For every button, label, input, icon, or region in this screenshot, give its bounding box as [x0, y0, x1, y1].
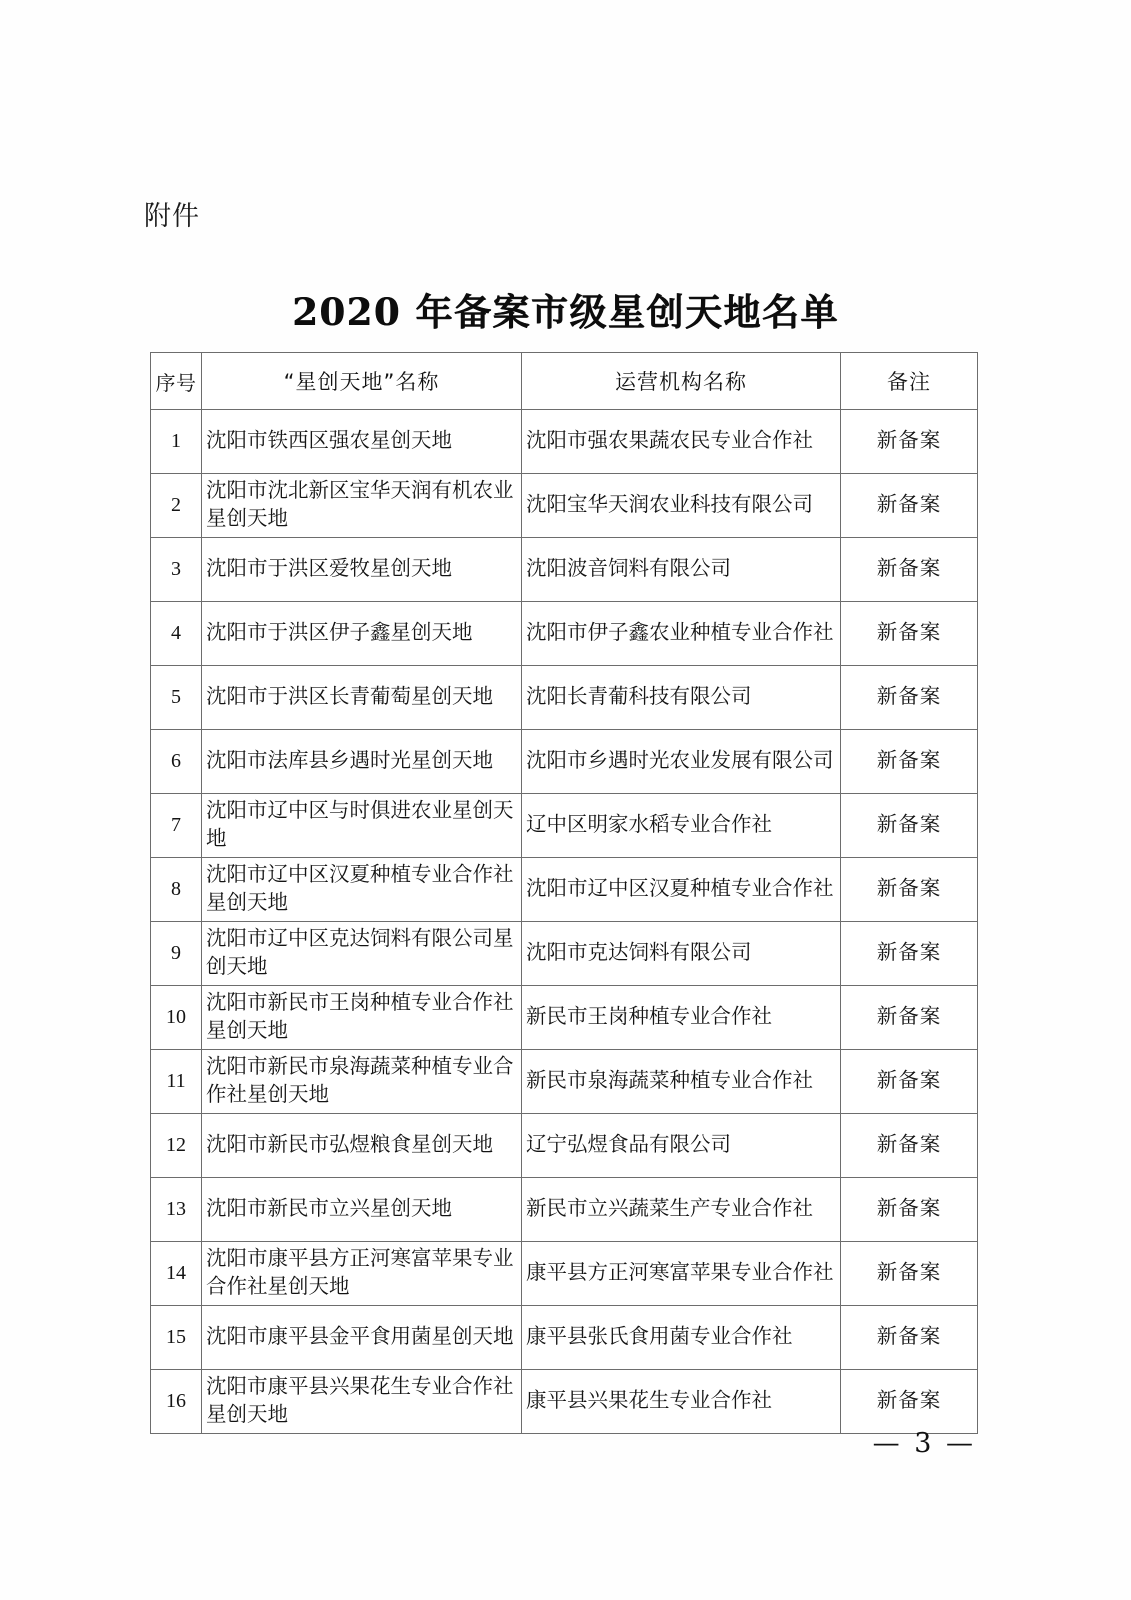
cell-index: 8 — [151, 858, 202, 922]
attachment-label: 附件 — [144, 201, 200, 232]
cell-name: 沈阳市辽中区克达饲料有限公司星创天地 — [202, 922, 522, 986]
cell-index: 16 — [151, 1370, 202, 1434]
cell-org: 沈阳市乡遇时光农业发展有限公司 — [522, 730, 841, 794]
cell-name: 沈阳市铁西区强农星创天地 — [202, 410, 522, 474]
table-row — [151, 858, 978, 922]
cell-name: 沈阳市于洪区爱牧星创天地 — [202, 538, 522, 602]
table-row — [151, 1306, 978, 1370]
cell-index: 14 — [151, 1242, 202, 1306]
cell-index: 13 — [151, 1178, 202, 1242]
cell-index: 11 — [151, 1050, 202, 1114]
cell-org: 辽宁弘煜食品有限公司 — [522, 1114, 841, 1178]
cell-name: 沈阳市辽中区与时俱进农业星创天地 — [202, 794, 522, 858]
cell-index: 5 — [151, 666, 202, 730]
table-header — [151, 353, 978, 410]
page-title: 2020 年备案市级星创天地名单 — [292, 289, 839, 334]
table-header-row — [151, 353, 978, 410]
column-header-remark: 备注 — [841, 353, 978, 410]
cell-org: 沈阳波音饲料有限公司 — [522, 538, 841, 602]
column-header-index: 序号 — [151, 353, 202, 410]
cell-remark: 新备案 — [841, 922, 978, 986]
table-row — [151, 1050, 978, 1114]
cell-remark: 新备案 — [841, 602, 978, 666]
cell-remark: 新备案 — [841, 474, 978, 538]
table-row — [151, 1242, 978, 1306]
cell-remark: 新备案 — [841, 1050, 978, 1114]
cell-index: 12 — [151, 1114, 202, 1178]
cell-name: 沈阳市新民市弘煜粮食星创天地 — [202, 1114, 522, 1178]
table-row — [151, 474, 978, 538]
cell-name: 沈阳市沈北新区宝华天润有机农业星创天地 — [202, 474, 522, 538]
cell-org: 沈阳市辽中区汉夏种植专业合作社 — [522, 858, 841, 922]
cell-name: 沈阳市康平县金平食用菌星创天地 — [202, 1306, 522, 1370]
cell-remark: 新备案 — [841, 858, 978, 922]
cell-index: 10 — [151, 986, 202, 1050]
cell-name: 沈阳市新民市王岗种植专业合作社星创天地 — [202, 986, 522, 1050]
table-row — [151, 410, 978, 474]
cell-name: 沈阳市康平县兴果花生专业合作社星创天地 — [202, 1370, 522, 1434]
cell-remark: 新备案 — [841, 1178, 978, 1242]
listing-table-container — [150, 352, 977, 1434]
xingchuang-tiandi-table — [150, 352, 978, 1434]
cell-index: 6 — [151, 730, 202, 794]
cell-org: 康平县张氏食用菌专业合作社 — [522, 1306, 841, 1370]
cell-remark: 新备案 — [841, 1306, 978, 1370]
table-row — [151, 922, 978, 986]
table-row — [151, 666, 978, 730]
column-header-name: “星创天地”名称 — [202, 353, 522, 410]
cell-index: 9 — [151, 922, 202, 986]
cell-index: 3 — [151, 538, 202, 602]
table-row — [151, 602, 978, 666]
cell-name: 沈阳市于洪区伊子鑫星创天地 — [202, 602, 522, 666]
cell-remark: 新备案 — [841, 666, 978, 730]
table-row — [151, 986, 978, 1050]
cell-remark: 新备案 — [841, 538, 978, 602]
table-row — [151, 1114, 978, 1178]
cell-remark: 新备案 — [841, 1370, 978, 1434]
cell-remark: 新备案 — [841, 1242, 978, 1306]
table-row — [151, 730, 978, 794]
cell-org: 康平县方正河寒富苹果专业合作社 — [522, 1242, 841, 1306]
column-header-org: 运营机构名称 — [522, 353, 841, 410]
cell-name: 沈阳市新民市立兴星创天地 — [202, 1178, 522, 1242]
cell-org: 沈阳市强农果蔬农民专业合作社 — [522, 410, 841, 474]
cell-org: 沈阳市克达饲料有限公司 — [522, 922, 841, 986]
cell-org: 新民市泉海蔬菜种植专业合作社 — [522, 1050, 841, 1114]
cell-remark: 新备案 — [841, 410, 978, 474]
cell-org: 新民市王岗种植专业合作社 — [522, 986, 841, 1050]
cell-remark: 新备案 — [841, 1114, 978, 1178]
cell-name: 沈阳市康平县方正河寒富苹果专业合作社星创天地 — [202, 1242, 522, 1306]
cell-name: 沈阳市新民市泉海蔬菜种植专业合作社星创天地 — [202, 1050, 522, 1114]
cell-org: 沈阳长青葡科技有限公司 — [522, 666, 841, 730]
table-body — [151, 410, 978, 1434]
cell-remark: 新备案 — [841, 986, 978, 1050]
table-row — [151, 794, 978, 858]
cell-name: 沈阳市法库县乡遇时光星创天地 — [202, 730, 522, 794]
cell-index: 4 — [151, 602, 202, 666]
cell-remark: 新备案 — [841, 730, 978, 794]
cell-org: 新民市立兴蔬菜生产专业合作社 — [522, 1178, 841, 1242]
cell-index: 15 — [151, 1306, 202, 1370]
cell-name: 沈阳市辽中区汉夏种植专业合作社星创天地 — [202, 858, 522, 922]
page-number-footer: — 3 — — [872, 1428, 976, 1459]
cell-name: 沈阳市于洪区长青葡萄星创天地 — [202, 666, 522, 730]
cell-index: 7 — [151, 794, 202, 858]
cell-index: 1 — [151, 410, 202, 474]
cell-index: 2 — [151, 474, 202, 538]
cell-org: 沈阳市伊子鑫农业种植专业合作社 — [522, 602, 841, 666]
cell-org: 辽中区明家水稻专业合作社 — [522, 794, 841, 858]
cell-remark: 新备案 — [841, 794, 978, 858]
table-row — [151, 1370, 978, 1434]
table-row — [151, 538, 978, 602]
table-row — [151, 1178, 978, 1242]
cell-org: 康平县兴果花生专业合作社 — [522, 1370, 841, 1434]
cell-org: 沈阳宝华天润农业科技有限公司 — [522, 474, 841, 538]
